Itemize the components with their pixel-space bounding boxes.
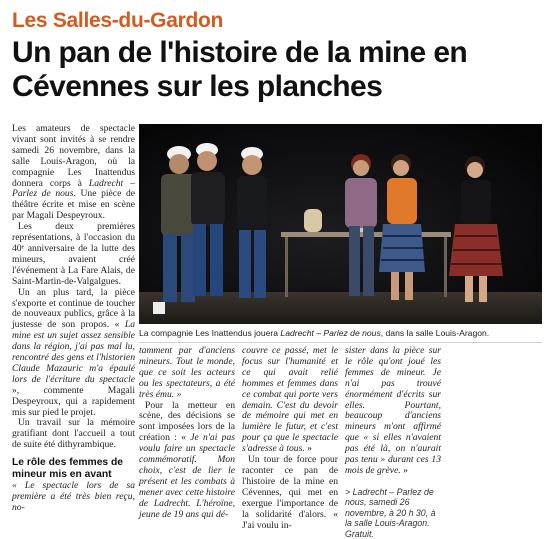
stage-photo: [139, 124, 542, 324]
caption-divider: [139, 342, 542, 343]
photo-caption: [139, 328, 544, 338]
kicker: Les Salles-du-Gardon: [12, 9, 224, 32]
quote: Je n'ai pas voulu faire un spectacle commémoratif. Mon choix, c'est de lier le présent et les combats à mener avec cette histoire de Ladrecht. L'héroïne, jeune de 19 ans qui dé-: [139, 432, 235, 520]
paragraph: [12, 288, 135, 419]
quote: couvre ce passé, met le focus sur l'humanité et ce qui avait relié hommes et femmes dans ce combat qui porte vers demain. C'est du devoir de mémoire qui met en lumière le futur, et c'est pour ça que le spectacle s'adresse à tous.: [242, 345, 338, 455]
article-column-2: [139, 346, 235, 521]
text: »: [400, 464, 408, 476]
paragraph: Un tour de force pour raconter ce pan de l'histoire de la mine en Cévennes, qui met en exergue l'importance de la solidarité d'alors. « J'ai voulu in-: [242, 454, 338, 531]
play-title: Ladrecht – Parlez de nous: [280, 328, 381, 338]
quote: La mine est un sujet assez sensible dans la région, j'ai pas mal lu, rencontré des gens et l'historien Claude Mazauric m'a épaulé lors de l'écriture du spectacle: [12, 319, 135, 385]
paragraph: [139, 401, 235, 521]
paragraph: [12, 124, 135, 222]
paragraph: Les deux premières représentations, à l'occasion du 40ᵉ anniversaire de la lutte des mineurs, avaient créé l'événement à La Fare Alais, de Saint-Martin-de-Valgalgues.: [12, 221, 135, 287]
text: », commente Magali Despeyroux, qui a rapidement mis sur pied le projet.: [12, 384, 135, 418]
caption-text: La compagnie Les Inattendus jouera: [139, 328, 281, 338]
quote: sister dans la pièce sur le rôle qu'ont joué les femmes de mineur. Je n'ai pas trouvé énormément d'écrits sur elles. Pourtant, beaucoup d'anciens mineurs m'ont affirmé que « si elles n'avaient pas été là, on n'aurait pas tenu » durant ces 13 mois de grève.: [345, 345, 441, 476]
headline: Un pan de l'histoire de la mine en Cévennes sur les planches: [12, 36, 468, 103]
text: Les amateurs de spectacle vivant sont invités à se rendre samedi 26 novembre, dans la salle Louis-Aragon, où la compagnie Les Inattendus donnera corps à: [12, 123, 135, 189]
paragraph: [242, 346, 338, 455]
quote: « Le spectacle lors de sa première a été très bien reçu, no-: [12, 480, 135, 513]
article-column-4: [345, 346, 441, 539]
article-column-3: [242, 346, 338, 531]
play-title: Ladrecht – Parlez de nous: [12, 177, 135, 200]
text: Un an plus tard, la pièce s'exporte et continue de toucher de nouveaux publics, grâce à la justesse de son propos. «: [12, 286, 135, 331]
text: Pour la metteur en scène, des décisions se sont imposées lors de la création : «: [139, 399, 235, 444]
event-info: > Ladrecht – Parlez de nous, samedi 26 novembre, à 20 h 30, à la salle Louis-Aragon. Gratuit.: [345, 486, 436, 539]
paragraph: Un travail sur la mémoire gratifiant dont l'accueil a tout de suite été dithyrambique.: [12, 417, 135, 451]
text: »: [304, 443, 312, 455]
paragraph: [12, 481, 135, 514]
paragraph: [139, 346, 235, 401]
paragraph: [345, 346, 441, 477]
intertitle: Le rôle des femmes de mineur mis en avant: [12, 457, 124, 480]
caption-text: , dans la salle Louis-Aragon.: [380, 328, 490, 338]
quote: tamment par d'anciens mineurs. Tout le monde, que ce soit les acteurs ou les spectateurs, a été très ému. »: [139, 345, 235, 400]
stage-photo-illustration: [139, 124, 542, 324]
text: . Une pièce de théâtre écrite et mise en scène par Magali Despeyroux.: [12, 188, 135, 222]
article-column-1: [12, 124, 135, 514]
